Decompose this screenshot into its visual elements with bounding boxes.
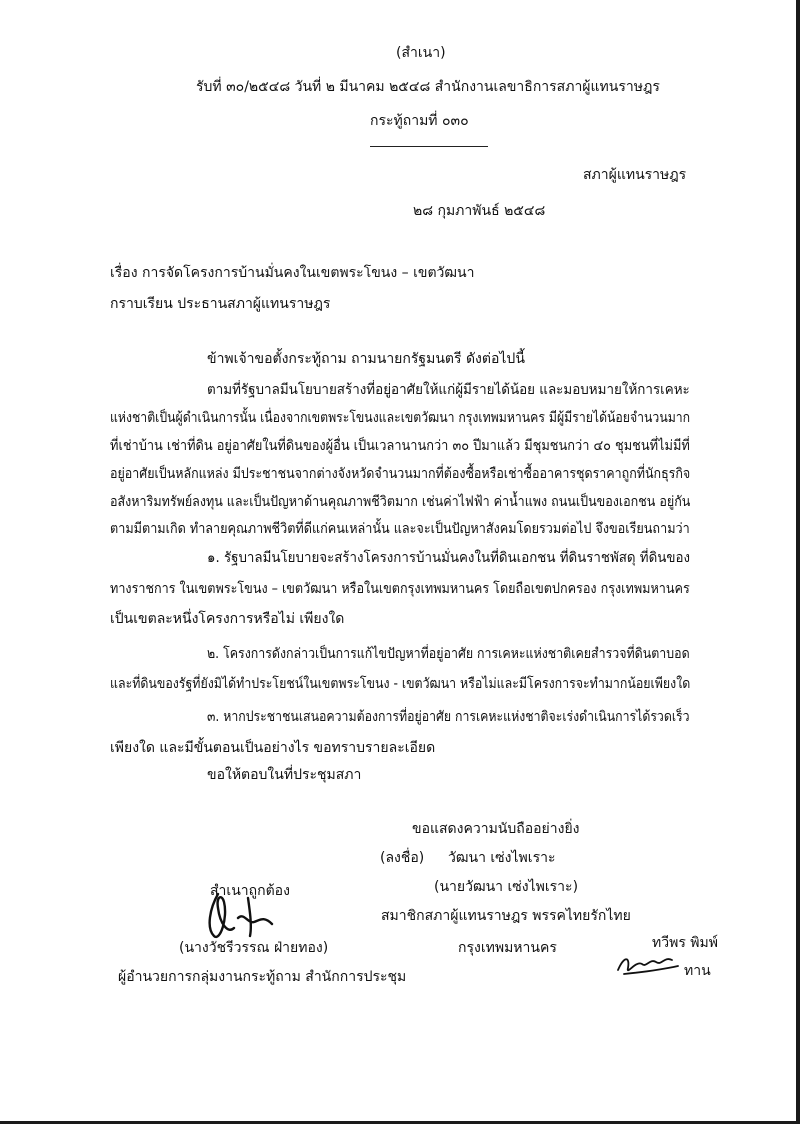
certifier-title: ผู้อำนวยการกลุ่มงานกระทู้ถาม สำนักการประชุม xyxy=(118,969,407,985)
received-line: รับที่ ๓๐/๒๕๔๘ วันที่ ๒ มีนาคม ๒๕๔๘ สำนักงานเลขาธิการสภาผู้แทนราษฎร xyxy=(196,79,660,95)
para-line: ที่เช่าบ้าน เช่าที่ดิน อยู่อาศัยในที่ดินของผู้อื่น เป็นเวลานานกว่า ๓๐ ปีมาแล้ว มีชุมชนกว่า ๔๐ ชุมชนที่ไม่มีที่ xyxy=(110,438,690,454)
member-province: กรุงเทพมหานคร xyxy=(458,940,557,956)
header-divider xyxy=(370,146,488,147)
typist-name: ทวีพร พิมพ์ xyxy=(652,935,718,951)
para-line: อยู่อาศัยเป็นหลักแหล่ง มีประชาชนจากต่างจังหวัดจำนวนมากที่ต้องซื้อหรือเช่าซื้ออาคารชุดราคาถูกที่นักธุรกิจ xyxy=(110,466,691,482)
regards-line: ขอแสดงความนับถืออย่างยิ่ง xyxy=(412,821,580,837)
question-1-line: เป็นเขตละหนึ่งโครงการหรือไม่ เพียงใด xyxy=(110,611,345,627)
signed-label: (ลงชื่อ) xyxy=(380,850,425,866)
question-2-line: และที่ดินของรัฐที่ยังมิได้ทำประโยชน์ในเขตพระโขนง - เขตวัฒนา หรือไม่และมีโครงการจะทำมากน้อยเพียงใด xyxy=(110,676,691,692)
signed-name: วัฒนา เซ่งไพเราะ xyxy=(448,850,556,866)
certified-copy-label: สำเนาถูกต้อง xyxy=(210,883,290,899)
member-position: สมาชิกสภาผู้แทนราษฎร พรรคไทยรักไทย xyxy=(381,908,631,924)
subject-line: เรื่อง การจัดโครงการบ้านมั่นคงในเขตพระโขนง – เขตวัฒนา xyxy=(110,265,475,281)
para-line: อสังหาริมทรัพย์ลงทุน และเป็นปัญหาด้านคุณภาพชีวิตมาก เช่นค่าไฟฟ้า ค่าน้ำแพง ถนนเป็นของเอกชน อยู่กัน xyxy=(110,494,691,510)
question-3-line: เพียงใด และมีขั้นตอนเป็นอย่างไร ขอทราบรายละเอียด xyxy=(110,740,436,756)
printed-name: (นายวัฒนา เซ่งไพเราะ) xyxy=(434,879,579,895)
salutation: กราบเรียน ประธานสภาผู้แทนราษฎร xyxy=(110,296,331,312)
scan-edge-right xyxy=(796,0,800,1124)
question-2-line: ๒. โครงการดังกล่าวเป็นการแก้ไขปัญหาที่อยู่อาศัย การเคหะแห่งชาติเคยสำรวจที่ดินตาบอด xyxy=(207,646,690,662)
para-line: แห่งชาติเป็นผู้ดำเนินการนั้น เนื่องจากเขตพระโขนงและเขตวัฒนา กรุงเทพมหานคร มีผู้มีรายได้น้อยจำนวนมาก xyxy=(110,410,691,426)
closing-request: ขอให้ตอบในที่ประชุมสภา xyxy=(207,767,362,783)
question-3-line: ๓. หากประชาชนเสนอความต้องการที่อยู่อาศัย การเคหะแห่งชาติจะเร่งดำเนินการได้รวดเร็ว xyxy=(207,709,690,725)
copy-label: (สำเนา) xyxy=(396,45,446,61)
letter-date: ๒๘ กุมภาพันธ์ ๒๕๔๘ xyxy=(413,203,546,219)
question-1-line: ๑. รัฐบาลมีนโยบายจะสร้างโครงการบ้านมั่นคงในที่ดินเอกชน ที่ดินราชพัสดุ ที่ดินของ xyxy=(207,550,691,566)
para-line: ตามที่รัฐบาลมีนโยบายสร้างที่อยู่อาศัยให้แก่ผู้มีรายได้น้อย และมอบหมายให้การเคหะ xyxy=(207,382,690,398)
para-line: ตามมีตามเกิด ทำลายคุณภาพชีวิตที่ดีแก่คนเหล่านั้น และจะเป็นปัญหาสังคมโดยรวมต่อไป จึงขอเรียนถามว่า xyxy=(110,521,690,537)
checker-signature xyxy=(614,950,684,980)
certifier-name: (นางวัชรีวรรณ ฝ่ายทอง) xyxy=(179,940,329,956)
question-number: กระทู้ถามที่ ๐๓๐ xyxy=(370,113,469,129)
question-1-line: ทางราชการ ในเขตพระโขนง – เขตวัฒนา หรือในเขตกรุงเทพมหานคร โดยถือเขตปกครอง กรุงเทพมหานคร xyxy=(110,581,690,597)
intro-line: ข้าพเจ้าขอตั้งกระทู้ถาม ถามนายกรัฐมนตรี ดังต่อไปนี้ xyxy=(207,351,525,367)
checker-suffix: ทาน xyxy=(684,963,711,979)
recipient-org: สภาผู้แทนราษฎร xyxy=(583,167,687,183)
